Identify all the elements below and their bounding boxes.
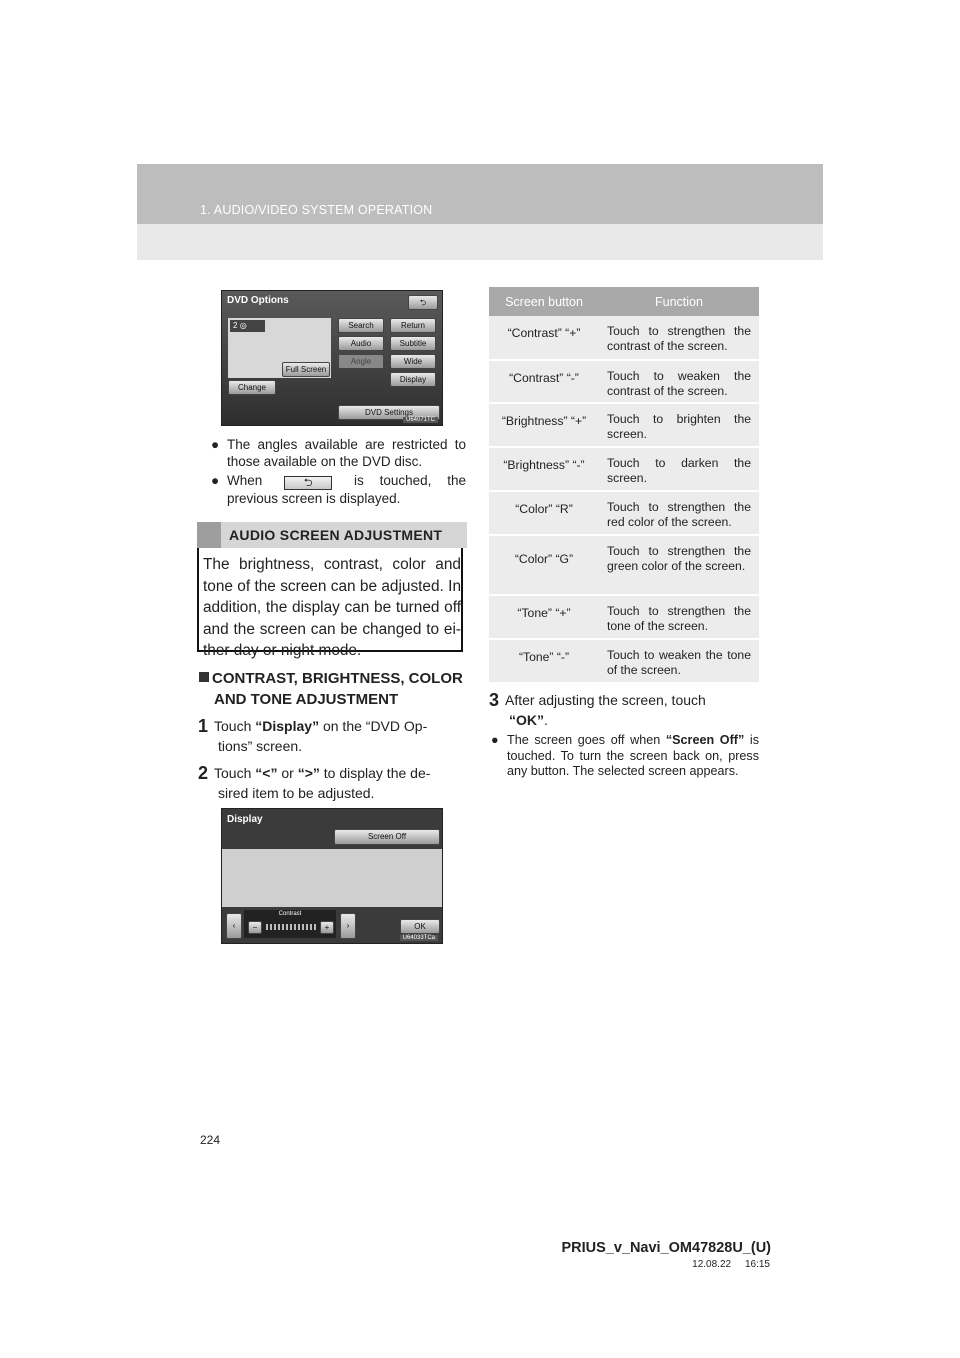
subsection-title: CONTRAST, BRIGHTNESS, COLOR AND TONE ADJUSTMENT bbox=[199, 668, 463, 710]
full-screen-button[interactable]: Full Screen bbox=[282, 362, 330, 377]
column-header: Function bbox=[599, 287, 759, 316]
bullet-icon: ● bbox=[211, 473, 220, 488]
audio-button[interactable]: Audio bbox=[338, 336, 384, 351]
prev-item-button[interactable] bbox=[226, 913, 242, 939]
camera-icon: ◎ bbox=[239, 321, 247, 330]
column-header: Screen button bbox=[489, 287, 599, 316]
table-row: “Contrast” “+” Touch to strengthen the contrast of the screen. bbox=[489, 316, 759, 360]
image-code: U64033TCa bbox=[400, 935, 438, 941]
chevron-left-icon: ‹ bbox=[232, 921, 236, 930]
wide-button[interactable]: Wide bbox=[390, 354, 436, 369]
contrast-panel bbox=[244, 910, 336, 938]
timestamp: 12.08.22 16:15 bbox=[692, 1259, 770, 1270]
square-bullet-icon bbox=[199, 672, 209, 682]
dvd-options-screenshot bbox=[221, 290, 443, 426]
next-item-button[interactable] bbox=[340, 913, 356, 939]
bullet-angles: ● The angles available are restricted to those available on the DVD disc. bbox=[211, 437, 466, 469]
table-row: “Contrast” “-” Touch to weaken the contrast of the screen. bbox=[489, 360, 759, 403]
table-row: “Color” “G” Touch to strengthen the green color of the screen. bbox=[489, 535, 759, 595]
subtitle-button[interactable]: Subtitle bbox=[390, 336, 436, 351]
section-heading bbox=[197, 522, 467, 548]
screen-off-button[interactable]: Screen Off bbox=[334, 829, 440, 845]
step-1: 1 Touch “Display” on the “DVD Op- tions” screen. bbox=[198, 716, 428, 754]
bullet-icon: ● bbox=[211, 437, 220, 452]
ok-button[interactable]: OK bbox=[400, 919, 440, 934]
display-button[interactable]: Display bbox=[390, 372, 436, 387]
table-row: “Brightness” “+” Touch to brighten the screen. bbox=[489, 403, 759, 447]
screen-title: DVD Options bbox=[227, 295, 289, 306]
screen-title: Display bbox=[227, 814, 263, 825]
angle-button[interactable]: Angle bbox=[338, 354, 384, 369]
chevron-right-icon: › bbox=[346, 921, 350, 930]
step-2: 2 Touch “<” or “>” to display the de- sired item to be adjusted. bbox=[198, 763, 431, 801]
step-3: 3 After adjusting the screen, touch “OK”. bbox=[489, 690, 706, 728]
angle-indicator: 2 ◎ bbox=[230, 320, 265, 332]
return-arrow-icon: ⮌ bbox=[419, 298, 427, 307]
table-row: “Tone” “-” Touch to weaken the tone of the screen. bbox=[489, 639, 759, 683]
return-button-icon: ⮌ bbox=[284, 476, 332, 490]
image-code: U64071TC bbox=[403, 417, 438, 423]
return-button[interactable]: Return bbox=[390, 318, 436, 333]
search-button[interactable]: Search bbox=[338, 318, 384, 333]
table-header-row bbox=[489, 287, 759, 316]
preview-area bbox=[222, 849, 442, 907]
table-row: “Tone” “+” Touch to strengthen the tone of the screen. bbox=[489, 595, 759, 639]
change-button[interactable]: Change bbox=[228, 380, 276, 395]
level-bar bbox=[266, 924, 316, 930]
section-header: 1. AUDIO/VIDEO SYSTEM OPERATION bbox=[200, 203, 433, 217]
doc-id: PRIUS_v_Navi_OM47828U_(U) bbox=[561, 1240, 771, 1256]
dvd-settings-button[interactable]: DVD Settings bbox=[338, 405, 440, 420]
minus-button[interactable]: − bbox=[248, 921, 262, 934]
back-button[interactable] bbox=[408, 295, 438, 310]
item-label: Contrast bbox=[278, 911, 302, 917]
bullet-back: ● When ⮌ is touched, the previous screen is displayed. bbox=[211, 473, 466, 506]
page-number: 224 bbox=[200, 1133, 221, 1147]
display-screenshot bbox=[221, 808, 443, 944]
table-row: “Brightness” “-” Touch to darken the screen. bbox=[489, 447, 759, 491]
plus-button[interactable]: + bbox=[320, 921, 334, 934]
bullet-screen-off: ● The screen goes off when “Screen Off” is touched. To turn the screen back on, press any button. The selected screen appears. bbox=[491, 733, 760, 778]
section-title: AUDIO SCREEN ADJUSTMENT bbox=[229, 527, 443, 543]
bullet-icon: ● bbox=[491, 733, 499, 747]
table-row: “Color” “R” Touch to strengthen the red color of the screen. bbox=[489, 491, 759, 535]
section-marker bbox=[197, 522, 221, 548]
screen-button-table bbox=[489, 287, 759, 684]
section-intro: The brightness, contrast, color and tone of the screen can be adjusted. In addition, the display can be turned off and the screen can be changed to ei-ther day or night mode. bbox=[197, 548, 463, 652]
header-subband bbox=[137, 224, 823, 260]
